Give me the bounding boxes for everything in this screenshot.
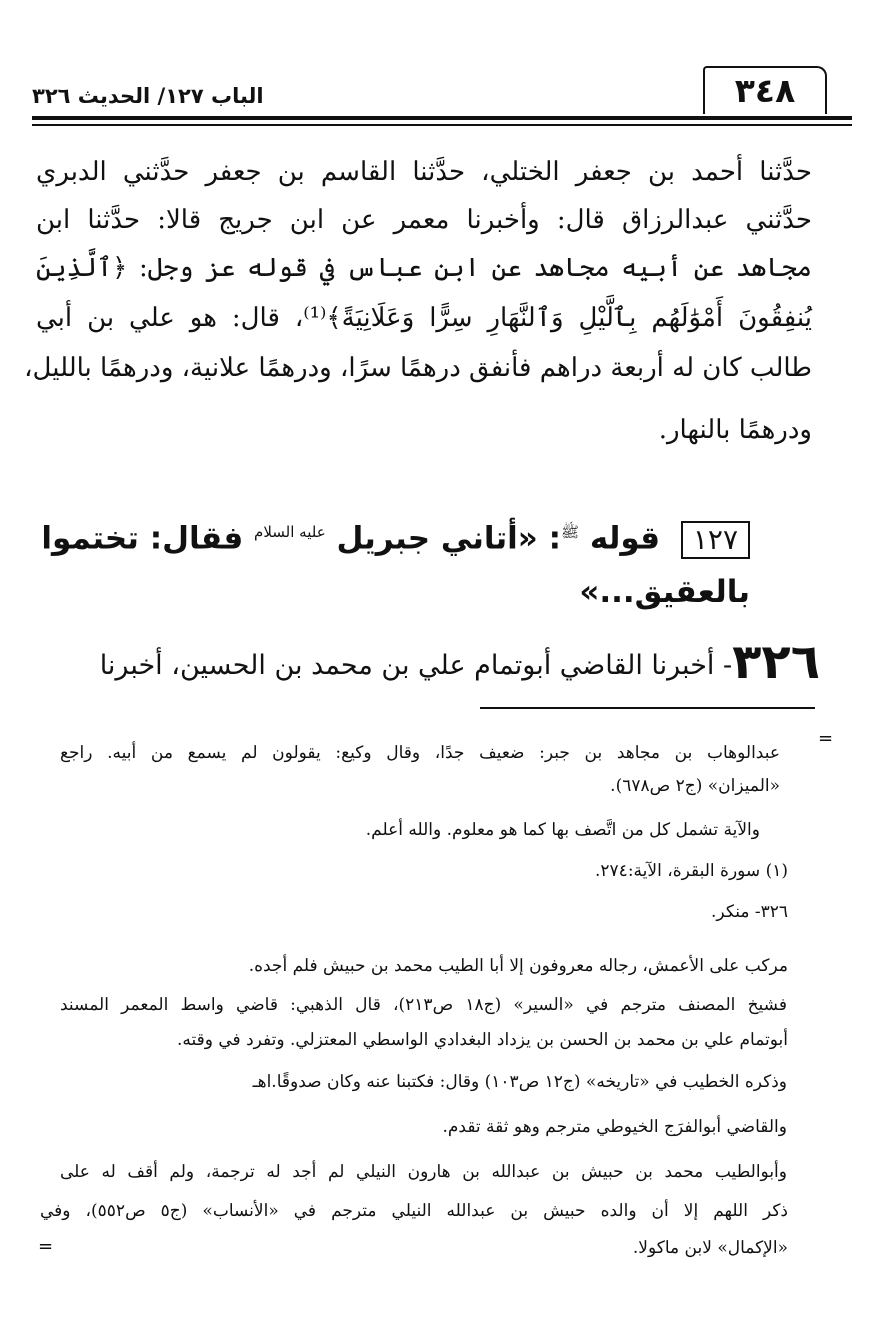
footnote-line: والقاضي أبوالفرَج الخيوطي مترجم وهو ثقة تقدم. — [442, 1117, 787, 1137]
main-line: مجاهد عن أبيه مجاهد عن ابن عباس في قوله عز وجل: ﴿ٱلَّذِينَ — [36, 253, 812, 283]
footnote-line: والآية تشمل كل من اتَّصف بها كما هو معلوم. والله أعلم. — [365, 820, 760, 840]
header-rule-thin — [32, 124, 852, 126]
footnote-line: «الميزان» (ج٢ ص٦٧٨). — [610, 776, 780, 796]
chapter-heading-quote: : «أتاني جبريل — [336, 520, 561, 557]
main-line: طالب كان له أربعة دراهم فأنفق درهمًا سرًا، ودرهمًا علانية، ودرهمًا بالليل، — [24, 353, 812, 383]
footnote-line: (١) سورة البقرة، الآية:٢٧٤. — [595, 861, 788, 881]
continuation-mark: = — [818, 728, 834, 749]
continuation-mark: = — [38, 1236, 54, 1257]
chapter-number-box: ١٢٧ — [681, 521, 750, 559]
footnote-separator — [480, 707, 815, 709]
chapter-heading-line-2: بالعقيق...» — [579, 574, 750, 610]
main-line: يُنفِقُونَ أَمْوَٰلَهُم بِٱلَّيْلِ وَٱلنَّهَارِ سِرًّا وَعَلَانِيَةً﴾⁽¹⁾، قال: هو علي بن أبي — [36, 303, 812, 333]
page-number: ٣٤٨ — [734, 71, 796, 110]
footnote-line: وأبوالطيب محمد بن حبيش بن عبدالله بن هارون النيلي لم أجد له ترجمة، ولم أقف له على — [60, 1162, 787, 1182]
footnote-line: أبوتمام علي بن محمد بن الحسن بن يزداد البغدادي الواسطي المعتزلي. وتفرد في وقته. — [177, 1030, 788, 1050]
footnote-line: فشيخ المصنف مترجم في «السير» (ج١٨ ص٢١٣)، قال الذهبي: قاضي واسط المعمر المسند — [60, 995, 787, 1015]
footnote-line: مركب على الأعمش، رجاله معروفون إلا أبا الطيب محمد بن حبيش فلم أجده. — [248, 956, 788, 976]
header-rule-thick — [32, 116, 852, 120]
honorific-glyph: عليه السلام — [254, 523, 326, 541]
hadith-opening-line — [40, 634, 820, 690]
main-line: حدَّثنا أحمد بن جعفر الختلي، حدَّثنا القاسم بن جعفر حدَّثني الدبري — [36, 157, 812, 187]
footnote-line: «الإكمال» لابن ماكولا. — [632, 1238, 788, 1258]
honorific-glyph: ﷺ — [560, 523, 580, 541]
hadith-text: - أخبرنا القاضي أبوتمام علي بن محمد بن الحسين، أخبرنا — [99, 650, 733, 681]
chapter-heading-end: فقال: تختموا — [41, 520, 244, 557]
running-header-title: الباب ١٢٧/ الحديث ٣٢٦ — [32, 84, 264, 108]
main-line: ودرهمًا بالنهار. — [658, 415, 812, 445]
chapter-heading-word: قوله — [589, 520, 661, 557]
hadith-number: ٣٢٦ — [732, 634, 820, 690]
main-line: حدَّثني عبدالرزاق قال: وأخبرنا معمر عن ابن جريج قالا: حدَّثنا ابن — [36, 205, 812, 235]
footnote-line: ذكر اللهم إلا أن والده حبيش بن عبدالله النيلي مترجم في «الأنساب» (ج٥ ص٥٥٢)، وفي — [40, 1201, 788, 1221]
chapter-heading-line — [41, 507, 750, 557]
page-number-box — [703, 66, 827, 114]
footnote-line: ٣٢٦- منكر. — [711, 902, 788, 922]
footnote-line: عبدالوهاب بن مجاهد بن جبر: ضعيف جدًا، وقال وكيع: يقولون لم يسمع من أبيه. راجع — [60, 743, 780, 763]
footnote-line: وذكره الخطيب في «تاريخه» (ج١٢ ص١٠٣) وقال: فكتبنا عنه وكان صدوقًا.اهـ — [252, 1072, 787, 1092]
